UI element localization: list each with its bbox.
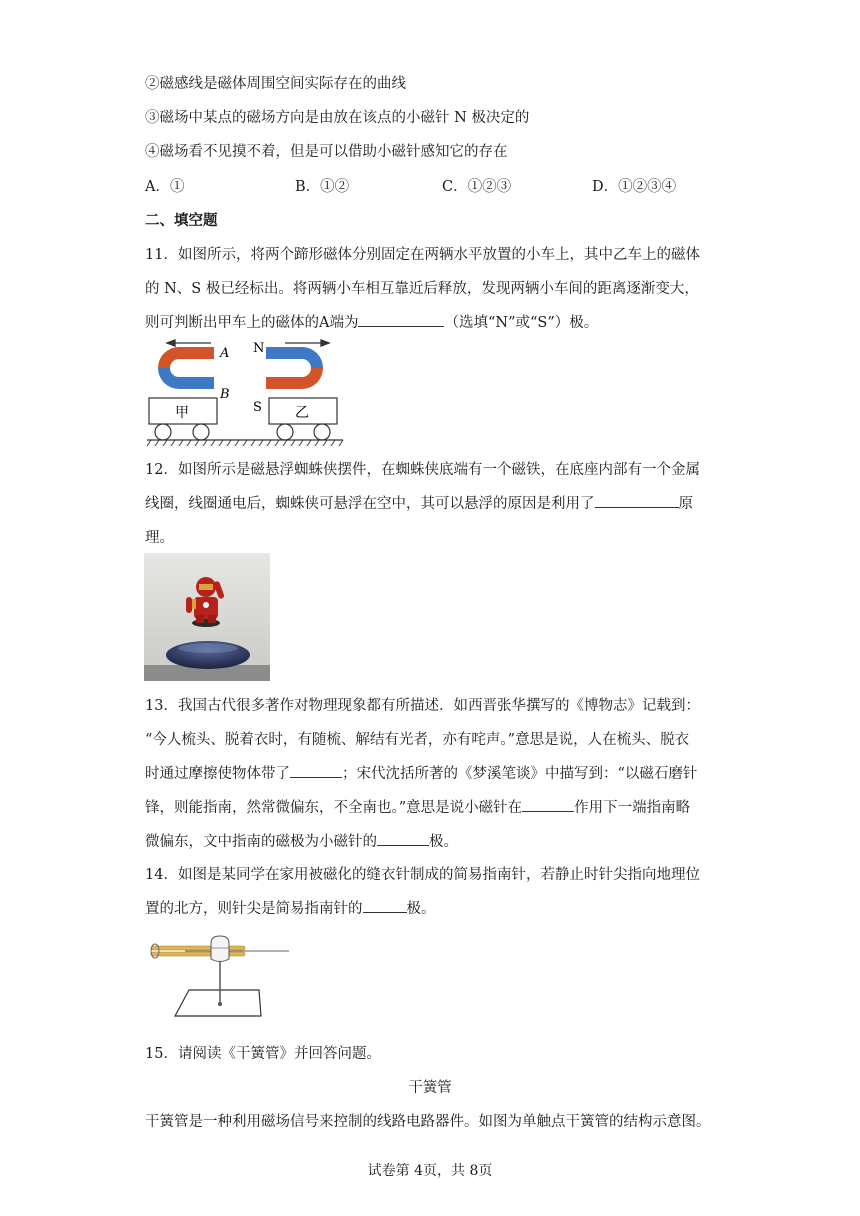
q13-line4 xyxy=(145,796,690,817)
q10-option-a[interactable]: A．① xyxy=(145,179,185,195)
q12-text-b: 原 xyxy=(678,496,693,512)
section-title: 二、填空题 xyxy=(145,213,218,229)
q15-article-title: 干簧管 xyxy=(408,1080,452,1096)
q15-line2: 干簧管是一种利用磁场信号来控制的线路电路器件。如图为单触点干簧管的结构示意图。 xyxy=(145,1114,711,1130)
cart-jia-label: 甲 xyxy=(175,405,189,421)
q13-answer-blank-2[interactable] xyxy=(522,797,574,813)
q13-line3 xyxy=(145,762,697,783)
q13-text-c: 锋，则能指南，然常微偏东，不全南也。”意思是说小磁针在 xyxy=(145,800,523,816)
arrow-right-icon xyxy=(285,340,329,346)
q10-option-c[interactable]: C．①②③ xyxy=(442,179,512,195)
label-n: N xyxy=(253,341,265,356)
label-s: S xyxy=(253,400,262,415)
q14-text-b: 极。 xyxy=(406,901,436,917)
q10-option-d[interactable]: D．①②③④ xyxy=(592,179,677,195)
q12-line1: 12．如图所示是磁悬浮蜘蛛侠摆件，在蜘蛛侠底端有一个磁铁，在底座内部有一个金属 xyxy=(145,462,700,478)
q10-option-b[interactable]: B．①② xyxy=(295,179,350,195)
page-footer: 试卷第 4页，共 8页 xyxy=(367,1163,493,1179)
cart-yi-label: 乙 xyxy=(295,405,309,421)
q12-photo-levitating-figure xyxy=(144,553,270,681)
q11-text-a: 则可判断出甲车上的磁体的A端为 xyxy=(145,315,359,331)
label-b: B xyxy=(220,387,230,402)
q11-line2: 的 N、S 极已经标出。将两辆小车相互靠近后释放，发现两辆小车间的距离逐渐变大， xyxy=(145,281,699,297)
horseshoe-magnet-right xyxy=(266,347,323,389)
q13-text-e: 微偏东，文中指南的磁极为小磁针的 xyxy=(145,834,377,850)
q13-answer-blank-1[interactable] xyxy=(290,763,342,779)
arrow-left-icon xyxy=(167,340,211,346)
q13-text-a: 时通过摩擦使物体带了 xyxy=(145,766,290,782)
q14-line2 xyxy=(145,897,436,918)
q12-line3: 理。 xyxy=(145,530,174,546)
label-a: A xyxy=(220,346,230,361)
wheels xyxy=(155,424,330,440)
q13-line2: “今人梳头、脱着衣时，有随梳、解结有光者，亦有咤声。”意思是说，人在梳头、脱衣 xyxy=(145,732,690,748)
q12-answer-blank[interactable] xyxy=(595,493,679,509)
q10-item-3: ③磁场中某点的磁场方向是由放在该点的小磁针 N 极决定的 xyxy=(145,110,530,126)
q12-text-a: 线圈，线圈通电后，蜘蛛侠可悬浮在空中，其可以悬浮的原因是利用了 xyxy=(145,496,595,512)
q13-answer-blank-3[interactable] xyxy=(377,831,429,847)
q11-figure-magnet-carts xyxy=(145,336,345,448)
q13-line1: 13．我国古代很多著作对物理现象都有所描述．如西晋张华撰写的《博物志》记载到： xyxy=(145,698,700,714)
q14-figure-compass-needle xyxy=(145,934,295,1020)
q14-text-a: 置的北方，则针尖是简易指南针的 xyxy=(145,901,363,917)
base-plate xyxy=(175,990,261,1016)
q13-text-f: 极。 xyxy=(429,834,458,850)
q10-item-2: ②磁感线是磁体周围空间实际存在的曲线 xyxy=(145,76,406,92)
q11-line3 xyxy=(145,311,598,332)
q13-text-d: 作用下一端指南略 xyxy=(574,800,691,816)
horseshoe-magnet-left xyxy=(158,347,214,389)
q12-line2 xyxy=(145,492,693,513)
q14-answer-blank[interactable] xyxy=(363,898,407,914)
q11-answer-blank[interactable] xyxy=(358,312,444,328)
ground-hatch xyxy=(147,440,343,446)
q15-line1: 15．请阅读《干簧管》并回答问题。 xyxy=(145,1046,381,1062)
q11-text-b: （选填“N”或“S”）极。 xyxy=(444,315,599,331)
q13-text-b: ；宋代沈括所著的《梦溪笔谈》中描写到：“以磁石磨针 xyxy=(342,766,698,782)
q14-line1: 14．如图是某同学在家用被磁化的缝衣针制成的简易指南针，若静止时针尖指向地理位 xyxy=(145,867,700,883)
q11-line1: 11．如图所示，将两个蹄形磁体分别固定在两辆水平放置的小车上，其中乙车上的磁体 xyxy=(145,247,700,263)
q13-line5 xyxy=(145,830,458,851)
needle-holder xyxy=(211,936,229,962)
q10-item-4: ④磁场看不见摸不着，但是可以借助小磁针感知它的存在 xyxy=(145,144,508,160)
